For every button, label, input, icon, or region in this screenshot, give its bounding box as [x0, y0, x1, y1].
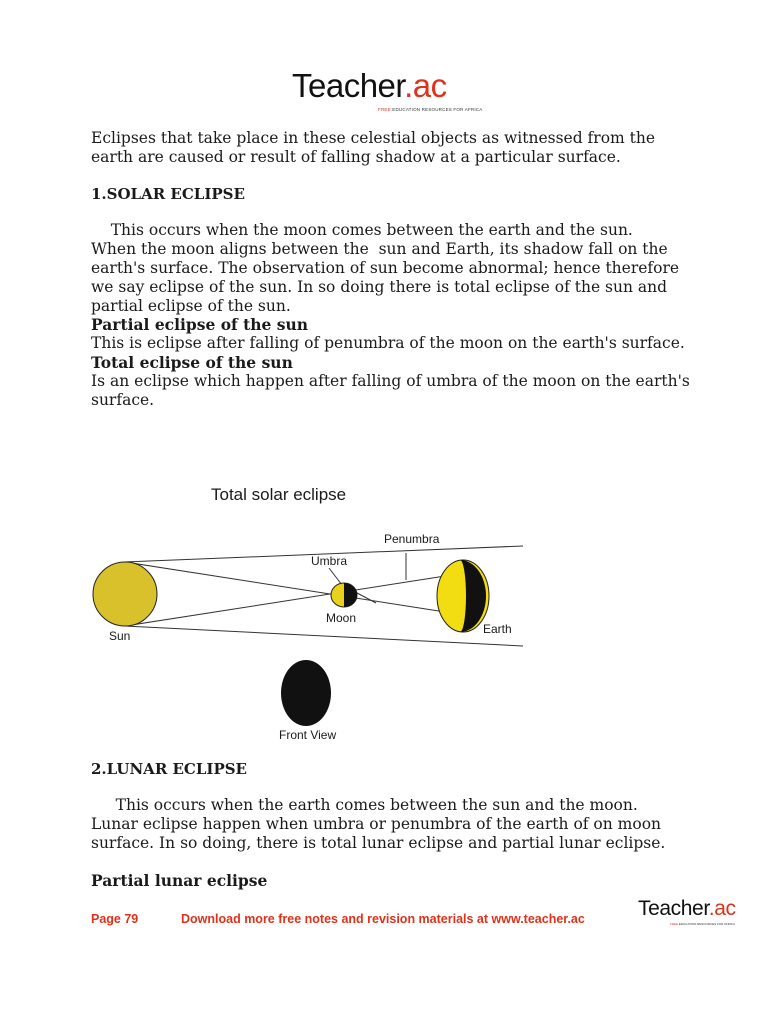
solar-line-5: partial eclipse of the sun.	[91, 297, 291, 315]
intro-line-1: Eclipses that take place in these celestial objects as witnessed from the	[91, 129, 656, 147]
umbra-label: Umbra	[311, 554, 348, 568]
footer-teacher-ac-logo[interactable]	[638, 896, 758, 930]
solar-line-1: This occurs when the moon comes between the earth and the sun.	[91, 221, 633, 239]
front-view-label: Front View	[279, 728, 337, 742]
front-view-shape	[281, 660, 331, 726]
footer-logo-wordmark-suffix: .ac	[708, 897, 736, 920]
lunar-line-1: This occurs when the earth comes between the sun and the moon.	[91, 796, 638, 814]
footer-logo-tagline	[670, 922, 735, 926]
solar-line-4: we say eclipse of the sun. In so doing there is total eclipse of the sun and	[91, 278, 668, 296]
earth-label: Earth	[483, 622, 512, 636]
partial-eclipse-sun-text: This is eclipse after falling of penumbra of the moon on the earth's surface.	[91, 334, 685, 352]
intro-line-2: earth are caused or result of falling shadow at a particular surface.	[91, 148, 621, 166]
diagram-title: Total solar eclipse	[211, 485, 347, 504]
footer-logo-tagline-free: FREE	[670, 922, 679, 926]
solar-eclipse-heading: 1.SOLAR ECLIPSE	[91, 185, 245, 203]
logo-tagline	[378, 107, 482, 112]
lunar-line-2: Lunar eclipse happen when umbra or penumbra of the earth of on moon	[91, 815, 662, 833]
sun-shape	[93, 562, 157, 626]
logo-wordmark-suffix: .ac	[404, 67, 447, 104]
download-notes-link[interactable]: Download more free notes and revision materials at www.teacher.ac	[181, 912, 585, 926]
teacher-ac-logo[interactable]	[292, 66, 532, 118]
footer-logo-tagline-rest: EDUCATION RESOURCES FOR AFRICA	[678, 922, 735, 926]
footer-logo-wordmark-main: Teacher	[638, 897, 709, 920]
total-eclipse-sun-line-2: surface.	[91, 391, 155, 409]
logo-tagline-free: FREE	[378, 107, 391, 112]
total-eclipse-sun-heading: Total eclipse of the sun	[91, 353, 293, 372]
logo-wordmark	[292, 66, 532, 106]
moon-shape	[331, 583, 357, 607]
lunar-line-3: surface. In so doing, there is total lunar eclipse and partial lunar eclipse.	[91, 834, 666, 852]
logo-tagline-rest: EDUCATION RESOURCES FOR AFRICA	[390, 107, 483, 112]
page-number: Page 79	[91, 912, 139, 926]
total-solar-eclipse-diagram	[80, 470, 550, 750]
partial-lunar-eclipse-heading: Partial lunar eclipse	[91, 871, 268, 890]
partial-eclipse-sun-heading: Partial eclipse of the sun	[91, 315, 309, 334]
sun-label: Sun	[109, 629, 131, 643]
solar-line-2: When the moon aligns between the sun and Earth, its shadow fall on the	[91, 240, 668, 258]
earth-shape	[437, 560, 489, 632]
lunar-eclipse-heading: 2.LUNAR ECLIPSE	[91, 760, 247, 778]
penumbra-label: Penumbra	[384, 532, 440, 546]
solar-line-3: earth's surface. The observation of sun become abnormal; hence therefore	[91, 259, 680, 277]
moon-label: Moon	[326, 611, 357, 625]
footer-logo-wordmark	[638, 896, 758, 922]
logo-wordmark-main: Teacher	[292, 67, 405, 104]
total-eclipse-sun-line-1: Is an eclipse which happen after falling of umbra of the moon on the earth's	[91, 372, 690, 390]
